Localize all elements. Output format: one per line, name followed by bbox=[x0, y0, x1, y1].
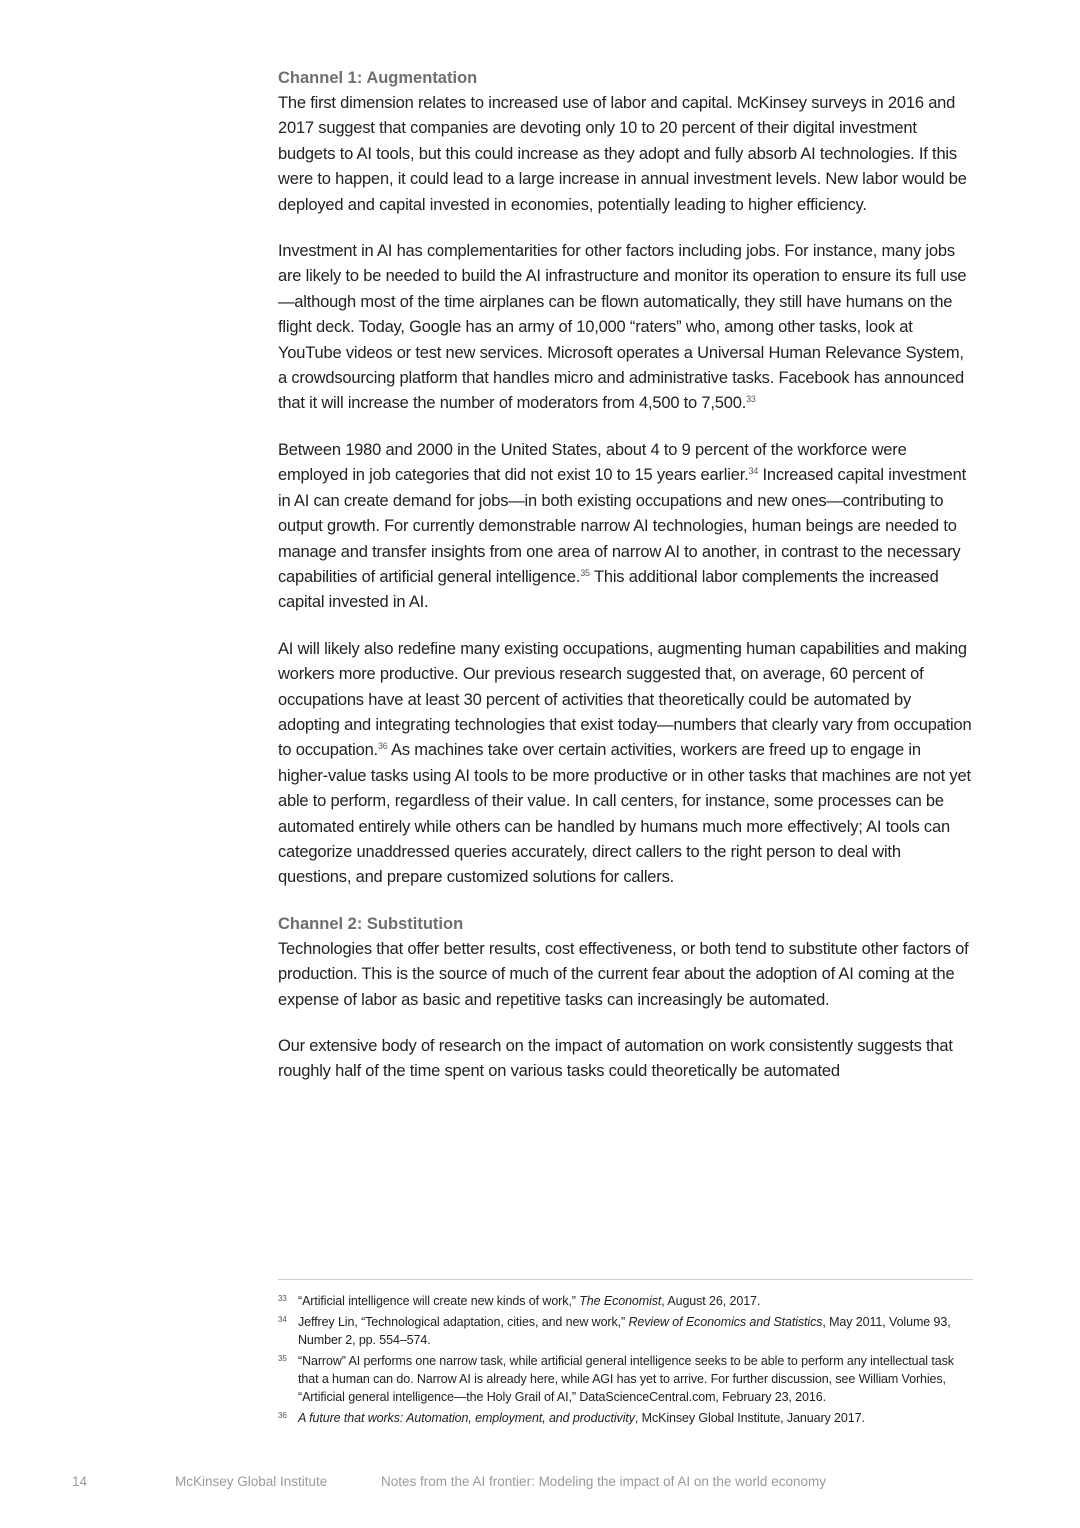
footnote-number: 36 bbox=[278, 1411, 287, 1420]
footnotes bbox=[278, 1279, 973, 1430]
paragraph-text: Increased capital investment in AI can create demand for jobs—in both existing occupations and new ones—contributing to output growth. For currently demonstrable narrow AI technologies, human beings are needed to manage and transfer insights from one area of narrow AI to another, in contrast to the necessary capabilities of artificial general intelligence. bbox=[278, 466, 967, 586]
main-content bbox=[278, 66, 974, 1085]
channel1-paragraph-1: The first dimension relates to increased use of labor and capital. McKinsey surveys in 2016 and 2017 suggest that companies are devoting only 10 to 20 percent of their digital investment budgets to AI tools, but this could increase as they adopt and fully absorb AI technologies. If this were to happen, it could lead to a large increase in annual investment levels. New labor would be deployed and capital invested in economies, potentially leading to higher efficiency. bbox=[278, 94, 967, 214]
channel2-paragraph-1: Technologies that offer better results, cost effectiveness, or both tend to substitute other factors of production. This is the source of much of the current fear about the adoption of AI coming at the expense of labor as basic and repetitive tasks can increasingly be automated. bbox=[278, 939, 969, 1009]
paragraph-text: AI will likely also redefine many existing occupations, augmenting human capabilities and making workers more productive. Our previous research suggested that, on average, 60 percent of occupations have at least 30 percent of activities that theoretically could be automated by adopting and integrating technologies that exist today—numbers that clearly vary from occupation to occupation. bbox=[278, 639, 972, 760]
paragraph-text: Investment in AI has complementarities for other factors including jobs. For instance, many jobs are likely to be needed to build the AI infrastructure and monitor its operation to ensure its full use—although most of the time airplanes can be flown automatically, they still have humans on the flight deck. Today, Google has an army of 10,000 “raters” who, among other tasks, look at YouTube videos or test new services. Microsoft operates a Universal Human Relevance System, a crowdsourcing platform that handles micro and administrative tasks. Facebook has announced that it will increase the number of moderators from 4,500 to 7,500. bbox=[278, 242, 967, 413]
footer-report-title: Notes from the AI frontier: Modeling the impact of AI on the world economy bbox=[381, 1474, 826, 1489]
footnote-text: , August 26, 2017. bbox=[661, 1294, 761, 1308]
footnote-source-title: A future that works: Automation, employment, and productivity bbox=[298, 1411, 635, 1425]
footnote-source-title: The Economist bbox=[579, 1294, 662, 1308]
footnote-ref-34[interactable]: 34 bbox=[748, 466, 759, 477]
channel2-heading: Channel 2: Substitution bbox=[278, 914, 464, 933]
footnote-ref-33[interactable]: 33 bbox=[746, 394, 756, 405]
footnote-text: “Narrow” AI performs one narrow task, while artificial general intelligence seeks to be able to perform any intellectual task that a human can do. Narrow AI is already here, while AGI has yet to arrive. For further discussion, see William Vorhies, “Artificial general intelligence—the Holy Grail of AI,” DataScienceCentral.com, February 23, 2016. bbox=[298, 1354, 954, 1404]
footnote-33 bbox=[278, 1292, 973, 1310]
paragraph-text: This additional labor complements the increased capital invested in AI. bbox=[278, 567, 939, 612]
channel1-paragraph-2 bbox=[278, 239, 974, 417]
footnote-35 bbox=[278, 1352, 973, 1406]
footnote-number: 34 bbox=[278, 1315, 287, 1324]
footnote-number: 33 bbox=[278, 1294, 287, 1303]
channel1-paragraph-3 bbox=[278, 438, 974, 616]
paragraph-text: As machines take over certain activities, workers are freed up to engage in higher-value tasks using AI tools to be more productive or in other tasks that machines are not yet able to perform, regardless of their value. In call centers, for instance, some processes can be automated entirely while others can be handled by humans much more effectively; AI tools can categorize unaddressed queries accurately, direct callers to the right person to deal with questions, and prepare customized solutions for callers. bbox=[278, 741, 971, 887]
footnote-text: Jeffrey Lin, “Technological adaptation, cities, and new work,” bbox=[298, 1315, 629, 1329]
footnote-source-title: Review of Economics and Statistics bbox=[628, 1315, 823, 1329]
paragraph-text: Between 1980 and 2000 in the United States, about 4 to 9 percent of the workforce were employed in job categories that did not exist 10 to 15 years earlier. bbox=[278, 440, 907, 485]
footnote-text: “Artificial intelligence will create new kinds of work,” bbox=[298, 1294, 580, 1308]
footer-publisher: McKinsey Global Institute bbox=[175, 1474, 328, 1489]
channel2-paragraph-2: Our extensive body of research on the impact of automation on work consistently suggests that roughly half of the time spent on various tasks could theoretically be automated bbox=[278, 1037, 953, 1081]
footnote-36 bbox=[278, 1409, 973, 1427]
footnote-ref-36[interactable]: 36 bbox=[377, 741, 388, 752]
footnote-text: , McKinsey Global Institute, January 2017. bbox=[634, 1411, 865, 1425]
footnote-34 bbox=[278, 1313, 973, 1349]
footnote-ref-35[interactable]: 35 bbox=[580, 567, 590, 578]
channel1-heading: Channel 1: Augmentation bbox=[278, 69, 478, 87]
channel1-paragraph-4 bbox=[278, 637, 974, 891]
footnote-number: 35 bbox=[278, 1354, 287, 1363]
page-number: 14 bbox=[72, 1474, 88, 1489]
footnote-text: , May 2011, Volume 93, Number 2, pp. 554–574. bbox=[298, 1315, 951, 1347]
